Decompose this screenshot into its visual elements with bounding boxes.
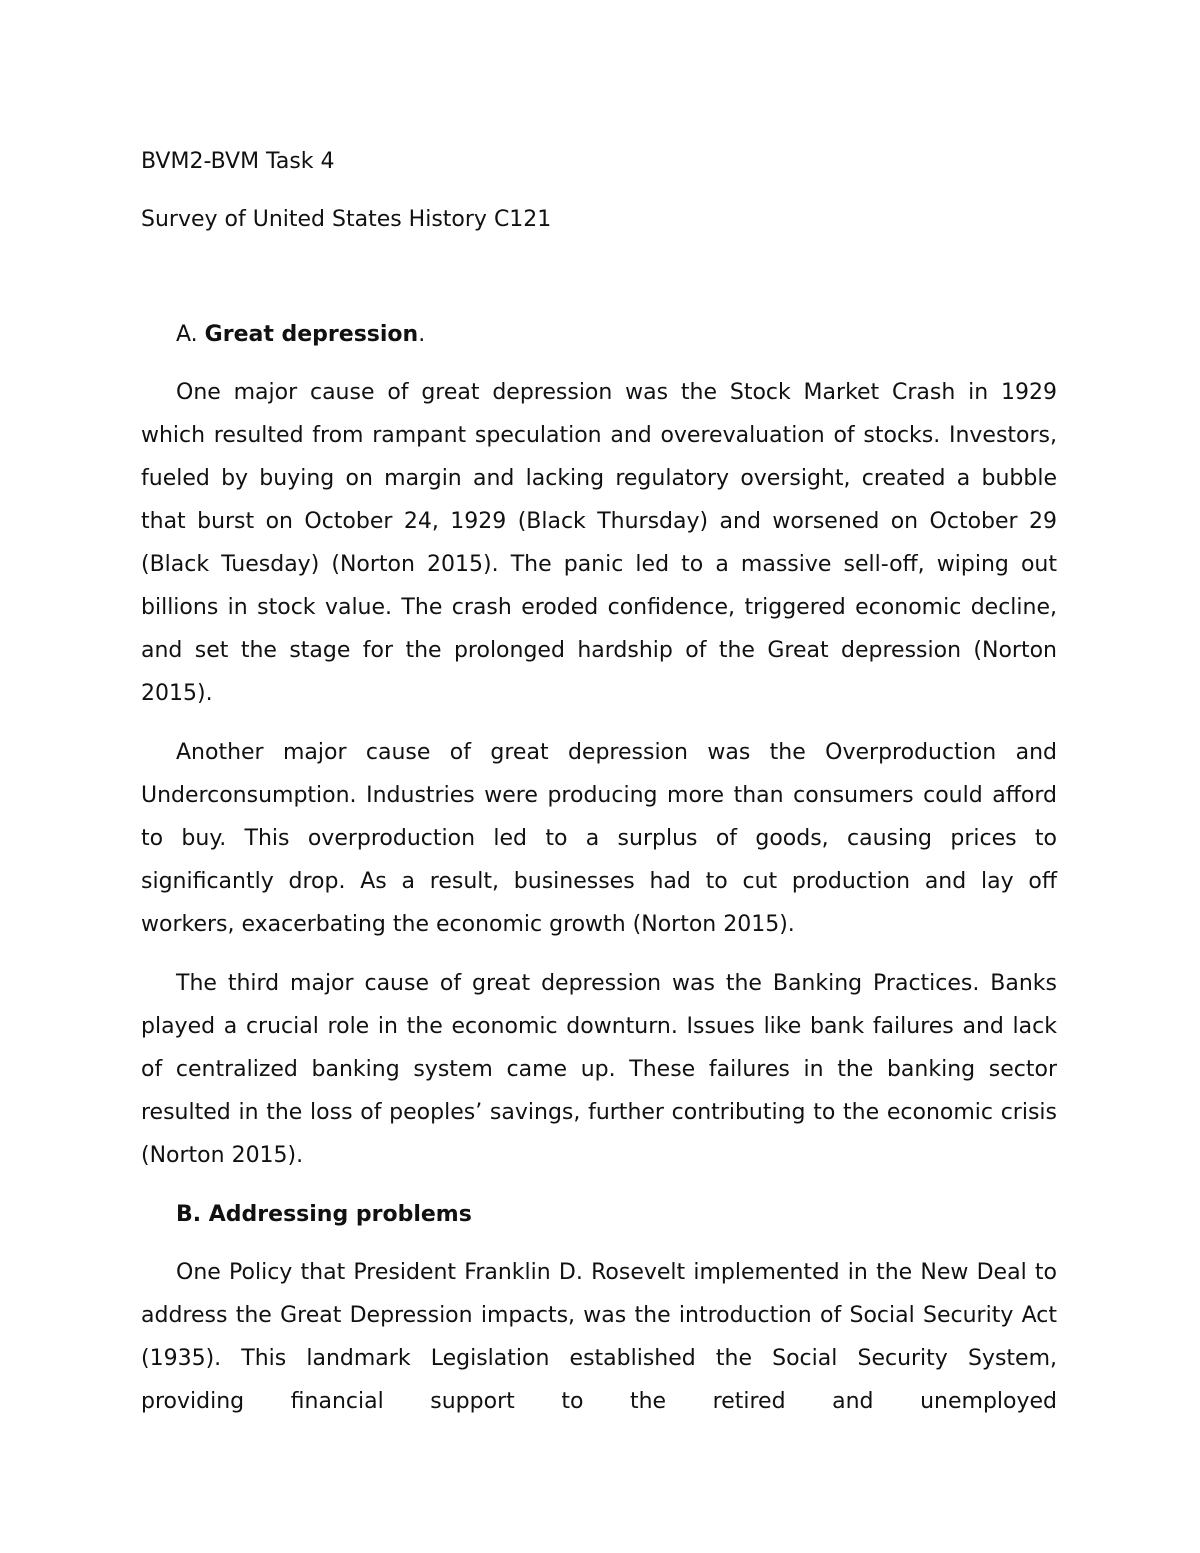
section-a-paragraph-2: Another major cause of great depression was the Overproduction and Underconsumption. Industries were producing more than consumers could afford to buy. This overproduction led to a surplus of goods, causing prices to significantly drop. As a result, businesses had to cut production and lay off workers, exacerbating the economic growth (Norton 2015).	[141, 740, 1057, 937]
section-b-heading	[176, 1193, 1057, 1236]
section-b-title: B. Addressing problems	[176, 1202, 472, 1227]
section-b-paragraph-1: One Policy that President Franklin D. Rosevelt implemented in the New Deal to address the Great Depression impacts, was the introduction of Social Security Act (1935). This landmark Legislation established the Social Security System, providing financial support to the retired and unemployed	[141, 1260, 1057, 1414]
document-code: BVM2-BVM Task 4	[141, 149, 335, 174]
section-a-heading	[176, 313, 1057, 356]
section-a-title: Great depression	[204, 322, 419, 347]
course-title: Survey of United States History C121	[141, 207, 552, 232]
section-a-title-punct: .	[418, 322, 426, 347]
document-page	[141, 140, 1057, 1423]
section-a-paragraph-3: The third major cause of great depression was the Banking Practices. Banks played a crucial role in the economic downturn. Issues like bank failures and lack of centralized banking system came up. These failures in the banking sector resulted in the loss of peoples’ savings, further contributing to the economic crisis (Norton 2015).	[141, 971, 1057, 1168]
section-a-paragraph-1: One major cause of great depression was the Stock Market Crash in 1929 which resulted from rampant speculation and overevaluation of stocks. Investors, fueled by buying on margin and lacking regulatory oversight, created a bubble that burst on October 24, 1929 (Black Thursday) and worsened on October 29 (Black Tuesday) (Norton 2015). The panic led to a massive sell-off, wiping out billions in stock value. The crash eroded confidence, triggered economic decline, and set the stage for the prolonged hardship of the Great depression (Norton 2015).	[141, 380, 1057, 706]
section-a-letter: A.	[176, 322, 198, 347]
